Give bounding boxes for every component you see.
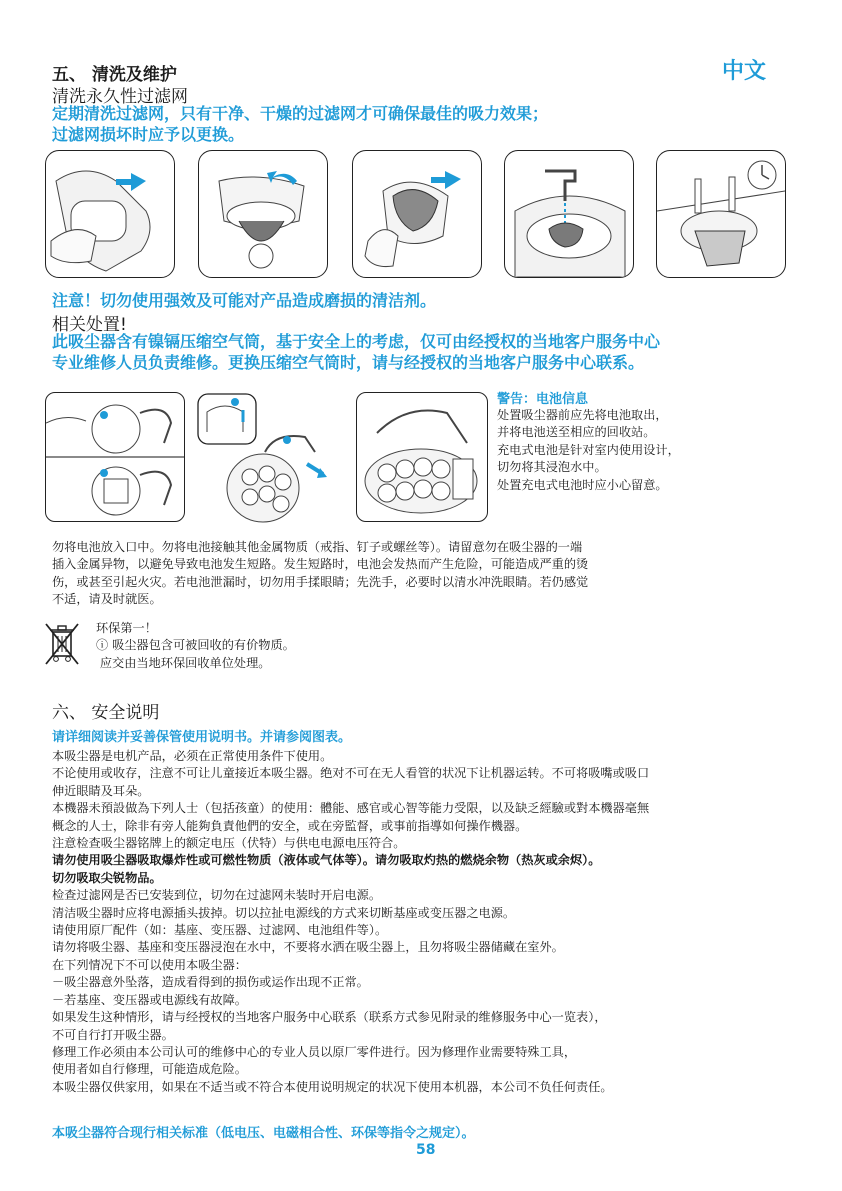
safety-line: 不可自行打开吸尘器。 [52,1027,174,1042]
safety-line: 请使用原厂配件（如：基座、变压器、过滤网、电池组件等）。 [52,923,388,938]
safety-instructions [52,748,649,1096]
section5-subtitle: 清洗永久性过滤网 [52,87,188,107]
safety-line: 如果发生这种情形，请与经授权的当地客户服务中心联系（联系方式参见附录的维修服务中心一览表）， [52,1010,607,1025]
page-number: 58 [416,1142,436,1158]
safety-line: 注意检查吸尘器铭牌上的额定电压（伏特）与供电电源电压符合。 [52,836,406,851]
section5-title: 五、 清洗及维护 [52,65,177,85]
safety-line: 使用者如自行修理，可能造成危险。 [52,1062,247,1077]
safety-line: 本吸尘器仅供家用，如果在不适当或不符合本使用说明规定的状况下使用本机器，本公司不负任何责任。 [52,1079,613,1094]
language-label: 中文 [722,59,767,84]
paragraph-line: 不适，请及时就医。 [52,592,162,607]
safety-line: 本機器未預設做為下列人士（包括孩童）的使用：體能、感官或心智等能力受限，以及缺乏經驗或對本機器毫無 [52,801,650,816]
cleaning-step-3-illustration [352,150,482,278]
safety-line: 本吸尘器是电机产品，必须在正常使用条件下使用。 [52,749,333,763]
safety-line: 清洁吸尘器时应将电源插头拔掉。切以拉扯电源线的方式来切断基座或变压器之电源。 [52,905,516,920]
compliance-text: 本吸尘器符合现行相关标准（低电压、电磁相合性、环保等指令之规定）。 [52,1126,475,1141]
filter-intro-line2: 过滤网损坏时应予以更换。 [52,125,245,144]
environment-line2: 应交由当地环保回收单位处理。 [99,655,271,670]
battery-warning-line: 充电式电池是针对室内使用设计， [497,442,680,457]
battery-removal-illustration [45,392,185,522]
crossed-bin-icon [44,622,80,666]
safety-line: 请勿将吸尘器、基座和变压器浸泡在水中，不要将水洒在吸尘器上，且勿将吸尘器储藏在室外。 [52,940,564,955]
battery-warning-line: 处置吸尘器前应先将电池取出， [497,408,668,422]
battery-warning-title: 警告：电池信息 [497,392,589,407]
filter-intro-line1: 定期清洗过滤网，只有干净、干燥的过滤网才可确保最佳的吸力效果； [52,104,549,123]
safety-line: 概念的人士，除非有旁人能夠負責他們的安全，或在旁監督，或事前指導如何操作機器。 [52,818,528,833]
safety-warning-bold: 请勿使用吸尘器吸取爆炸性或可燃性物质（液体或气体等）。请勿吸取灼热的燃烧余物（热灰或余烬）。 [52,853,601,868]
safety-line: 不论使用或收存，注意不可让儿童接近本吸尘器。绝对不可在无人看管的状况下让机器运转。不可将吸嘴或吸口 [52,766,650,781]
battery-warning [497,388,680,494]
related-line1: 此吸尘器含有镍镉压缩空气筒，基于安全上的考虑，仅可由经授权的当地客户服务中心 [52,332,661,351]
safety-line: 在下列情况下不可以使用本吸尘器： [52,957,247,972]
paragraph-line: 勿将电池放入口中。勿将电池接触其他金属物质（戒指、钉子或螺丝等）。请留意勿在吸尘器的一端 [52,540,583,554]
environment-block [96,620,295,672]
safety-line: －若基座、变压器或电源线有故障。 [52,992,247,1007]
environment-line1: ⓘ 吸尘器包含可被回收的有价物质。 [96,638,295,653]
safety-line: 伸近眼睛及耳朵。 [52,783,150,798]
battery-warning-line: 切勿将其浸泡水中。 [497,460,607,475]
battery-safety-paragraph [52,539,588,609]
battery-cells-illustration [356,392,488,522]
info-icon: ⓘ [96,638,109,653]
cleaning-step-1-illustration [45,150,175,278]
battery-warning-line: 处置充电式电池时应小心留意。 [497,477,668,492]
cleaning-step-4-illustration [504,150,634,278]
cleaning-step-2-illustration [198,150,328,278]
battery-pack-illustration [195,392,355,524]
environment-title: 环保第一！ [96,621,157,635]
safety-warning-bold: 切勿吸取尖锐物品。 [52,870,162,885]
related-text [52,331,660,373]
section6-notice: 请详细阅读并妥善保管使用说明书。并请参阅图表。 [52,730,352,745]
safety-line: －吸尘器意外坠落，造成看得到的损伤或运作出现不正常。 [52,975,369,990]
paragraph-line: 插入金属异物，以避免导致电池发生短路。发生短路时，电池会发热而产生危险，可能造成严重的烫 [52,557,589,572]
caution-text: 注意！切勿使用强效及可能对产品造成磨损的清洁剂。 [52,291,437,310]
cleaning-step-5-illustration [656,150,786,278]
paragraph-line: 伤，或甚至引起火灾。若电池泄漏时，切勿用手揉眼睛；先洗手，必要时以清水冲洗眼睛。若仍感觉 [52,574,589,589]
battery-warning-line: 并将电池送至相应的回收站。 [497,425,656,440]
filter-intro [52,103,548,145]
related-line2: 专业维修人员负责维修。更换压缩空气筒时，请与经授权的当地客户服务中心联系。 [52,353,645,372]
related-title: 相关处置! [52,315,127,335]
safety-line: 检查过滤网是否已安装到位，切勿在过滤网未装时开启电源。 [52,888,382,903]
safety-line: 修理工作必须由本公司认可的维修中心的专业人员以原厂零件进行。因为修理作业需要特殊工具， [52,1044,577,1059]
section6-title: 六、 安全说明 [52,703,160,723]
